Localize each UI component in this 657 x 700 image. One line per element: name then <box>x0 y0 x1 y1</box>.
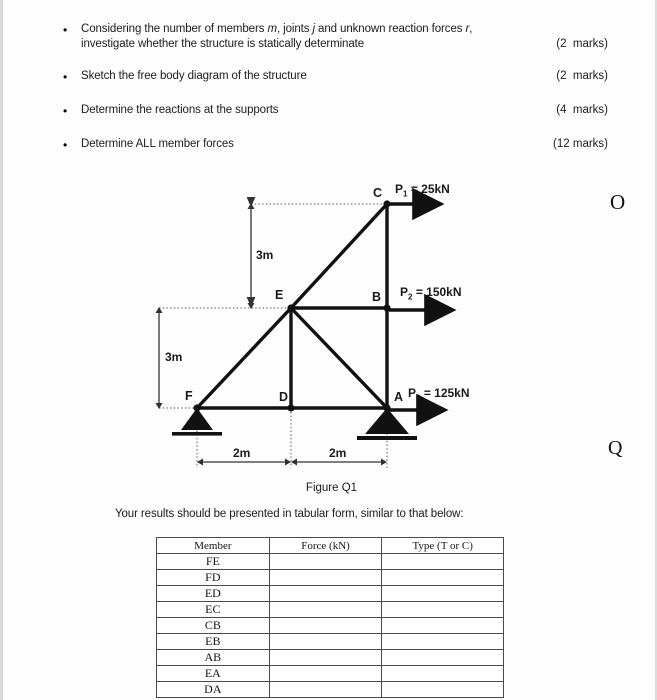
margin-annotation-bottom: Q <box>608 437 623 459</box>
cell-force[interactable] <box>269 554 382 570</box>
column-header-type: Type (T or C) <box>382 538 504 554</box>
joint-D <box>287 404 294 411</box>
table-row <box>157 634 504 650</box>
cell-force[interactable] <box>269 682 382 698</box>
bullet-text-1-part4: , <box>469 23 473 35</box>
cell-type[interactable] <box>382 682 504 698</box>
cell-type[interactable] <box>382 618 504 634</box>
table-row <box>157 554 504 570</box>
bullet-text-3: Determine the reactions at the supports <box>81 104 279 116</box>
cell-member: EC <box>157 602 270 618</box>
bullet-body <box>81 103 618 118</box>
margin-annotation-top: O <box>610 190 626 214</box>
node-label-E: E <box>275 288 284 302</box>
column-header-member: Member <box>157 538 270 554</box>
load-value-P3: = 125kN <box>423 386 470 400</box>
cell-type[interactable] <box>382 650 504 666</box>
cell-force[interactable] <box>269 570 382 586</box>
cell-member: ED <box>157 586 270 602</box>
table-row <box>157 618 504 634</box>
load-arrows <box>389 204 453 410</box>
cell-force[interactable] <box>269 666 382 682</box>
load-subscript-P1: 1 <box>403 189 408 199</box>
table-row <box>157 682 504 698</box>
dimension-label-bottom-3m: 3m <box>165 350 183 364</box>
dimension-horizontal <box>197 459 387 466</box>
cell-force[interactable] <box>269 634 382 650</box>
cell-force[interactable] <box>269 602 382 618</box>
bullet-text-1-part1: Considering the number of members <box>81 23 268 35</box>
load-symbol-P2: P <box>400 285 409 299</box>
cell-member: DA <box>157 682 270 698</box>
member-EA <box>291 308 387 408</box>
symbol-r: r <box>465 23 470 35</box>
cell-type[interactable] <box>382 586 504 602</box>
dimension-vertical-top <box>248 203 255 309</box>
bullet-icon: • <box>63 104 68 118</box>
table-header-row <box>157 538 504 554</box>
table-row <box>157 666 504 682</box>
load-label-P1 <box>395 182 450 198</box>
joint-E <box>287 304 294 311</box>
cell-force[interactable] <box>269 618 382 634</box>
table-row <box>157 570 504 586</box>
bullet-icon: • <box>63 23 68 37</box>
cell-force[interactable] <box>269 586 382 602</box>
bullet-text-4: Determine ALL member forces <box>81 138 234 150</box>
cell-member: CB <box>157 618 270 634</box>
dimension-label-right-2m: 2m <box>329 446 347 460</box>
load-value-P1: = 25kN <box>410 182 450 196</box>
symbol-j: j <box>312 23 315 35</box>
cell-member: EA <box>157 666 270 682</box>
cell-member: EB <box>157 634 270 650</box>
bullet-text-2: Sketch the free body diagram of the structure <box>81 70 307 82</box>
list-item <box>63 137 618 153</box>
bullet-text-1-part2: , joints <box>276 23 313 35</box>
results-table <box>156 537 504 698</box>
column-header-force: Force (kN) <box>269 538 382 554</box>
node-label-C: C <box>373 186 383 200</box>
table-row <box>157 602 504 618</box>
load-subscript-P2: 2 <box>408 292 413 302</box>
load-label-P2 <box>400 285 462 301</box>
list-item <box>63 103 618 119</box>
support-A <box>357 408 417 440</box>
figure-caption: Figure Q1 <box>305 482 358 494</box>
bullet-body <box>81 22 618 51</box>
load-symbol-P1: P <box>395 182 404 196</box>
load-symbol-P3: P <box>408 386 417 400</box>
node-label-A: A <box>394 390 404 404</box>
load-subscript-P3: 3 <box>416 393 421 403</box>
list-item <box>63 22 618 51</box>
truss-diagram <box>123 178 533 488</box>
marks-label-3: (4 marks) <box>556 104 608 116</box>
cell-type[interactable] <box>382 666 504 682</box>
cell-member: FD <box>157 570 270 586</box>
cell-force[interactable] <box>269 650 382 666</box>
question-bullet-list <box>63 22 618 171</box>
list-item <box>63 69 618 85</box>
bullet-text-1 <box>81 22 481 51</box>
node-label-B: B <box>372 290 382 304</box>
dimension-vertical-bottom <box>156 307 163 409</box>
cell-type[interactable] <box>382 570 504 586</box>
cell-type[interactable] <box>382 602 504 618</box>
marks-label-4: (12 marks) <box>553 138 608 150</box>
bullet-text-1-line2: investigate whether the structure is statically determinate <box>81 37 365 50</box>
bullet-body <box>81 137 618 152</box>
cell-member: AB <box>157 650 270 666</box>
node-label-D: D <box>279 390 289 404</box>
bullet-icon: • <box>63 138 68 152</box>
dimension-label-left-2m: 2m <box>233 446 251 460</box>
dimension-label-top-3m: 3m <box>256 248 274 262</box>
node-label-F: F <box>185 389 193 403</box>
marks-label-1: (2 marks) <box>556 37 608 50</box>
symbol-m: m <box>267 23 277 35</box>
marks-label-2: (2 marks) <box>556 70 608 82</box>
bullet-body <box>81 69 618 84</box>
cell-member: FE <box>157 554 270 570</box>
table-row <box>157 650 504 666</box>
table-row <box>157 586 504 602</box>
load-label-P3 <box>408 386 470 402</box>
results-intro-text: Your results should be presented in tabular form, similar to that below: <box>115 508 464 520</box>
load-value-P2: = 150kN <box>415 285 462 299</box>
cell-type[interactable] <box>382 634 504 650</box>
cell-type[interactable] <box>382 554 504 570</box>
bullet-icon: • <box>63 70 68 84</box>
bullet-text-1-part3: and unknown reaction forces <box>314 23 466 35</box>
member-FE <box>197 308 291 408</box>
